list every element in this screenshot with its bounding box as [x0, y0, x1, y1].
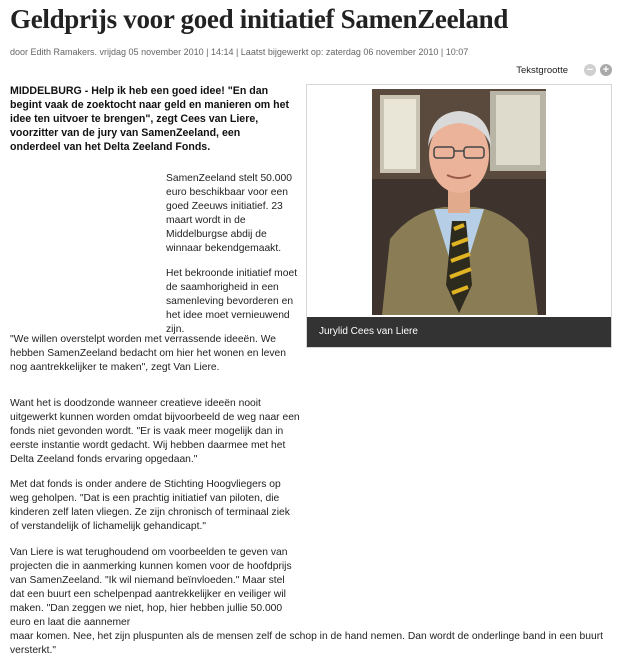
article-paragraph-1: SamenZeeland stelt 50.000 euro beschikbaar voor een goed Zeeuws initiatief. 23 maart wordt in de Middelburgse abdij de winnaar bekendgemaakt. [166, 173, 292, 254]
text-size-increase-button[interactable]: + [600, 64, 612, 76]
article-lead: MIDDELBURG - Help ik heb een goed idee! "En dan begint vaak de zoektocht naar geld en manieren om het idee ten uitvoer te brengen", zegt Cees van Liere, voorzitter van de jury van SamenZeeland, een onderdeel van het Delta Zeeland Fonds. [10, 85, 290, 153]
text-size-decrease-button[interactable]: − [584, 64, 596, 76]
article-paragraph-5: Met dat fonds is onder andere de Stichting Hoogvliegers op weg geholpen. "Dat is een prachtig initiatief van piloten, die kinderen zelf laten vliegen. Ze zijn chronisch of terminaal ziek of verstandelijk of lichamelijk gehandicapt." [10, 479, 290, 532]
article-paragraph-6-part-2: maar komen. Nee, het zijn pluspunten als de mensen zelf de schop in de hand nemen. Dan wordt de onderlinge band in een buurt versterkt." [10, 631, 604, 656]
text-size-label: Tekstgrootte [516, 64, 568, 76]
article-title: Geldprijs voor goed initiatief SamenZeeland [10, 4, 509, 34]
portrait-image [372, 89, 546, 315]
article-byline: door Edith Ramakers. vrijdag 05 november 2010 | 14:14 | Laatst bijgewerkt op: zaterdag 06 november 2010 | 10:07 [10, 47, 469, 57]
article-paragraph-6-part-1: Van Liere is wat terughoudend om voorbeelden te geven van projecten die in aanmerking kunnen komen voor de hoofdprijs van SamenZeeland. "Ik wil niemand beïnvloeden." Maar stel dat een buurt een schelpenpad aantrekkelijker en veiliger wil maken. "Dan zeggen we niet, hop, hier hebben jullie 50.000 euro en laat die aannemer [10, 547, 292, 628]
article-paragraph-2: Het bekroonde initiatief moet de saamhorigheid in een samenleving bevorderen en het idee moet vernieuwend zijn. [166, 268, 298, 335]
article-photo [306, 84, 612, 348]
text-size-toolbar [516, 64, 612, 76]
photo-caption: Jurylid Cees van Liere [307, 317, 611, 347]
article-paragraph-3: "We willen overstelpt worden met verrassende ideeën. We hebben SamenZeeland bedacht om hier het wonen en leven nog aantrekkelijker te maken", zegt Van Liere. [10, 334, 286, 373]
article-paragraph-4: Want het is doodzonde wanneer creatieve ideeën nooit uitgewerkt kunnen worden omdat bijvoorbeeld de weg naar een fonds niet gevonden wordt. "Er is vaak meer mogelijk dan in eerste instantie wordt gedacht. Wij hebben daarmee met het Delta Zeeland fonds ervaring opgedaan." [10, 398, 300, 465]
article-paragraph-6 [10, 546, 610, 658]
